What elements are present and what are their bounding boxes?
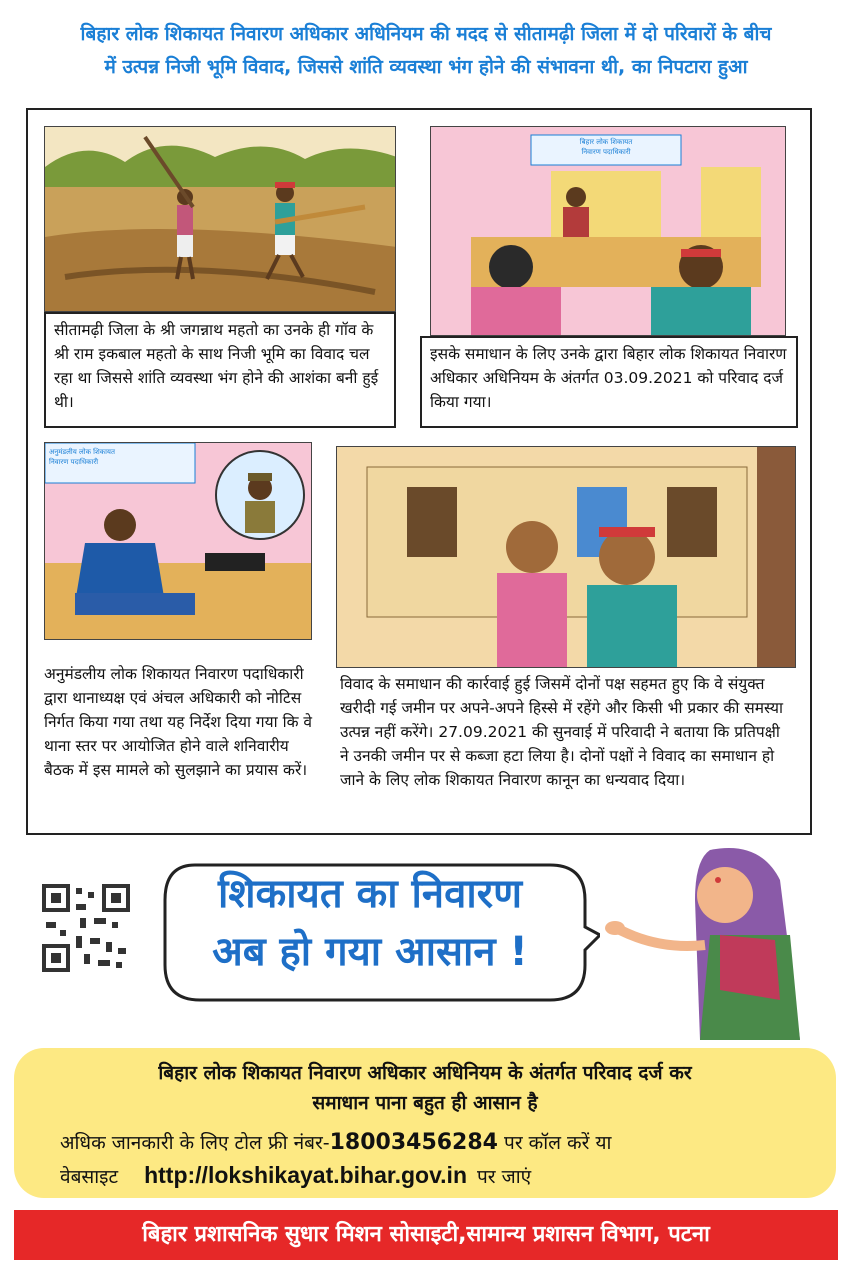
panel-3-office-sign: अनुमंडलीय लोक शिकायत निवारण पदाधिकारी — [49, 448, 115, 466]
web-prefix: वेबसाइट — [60, 1166, 119, 1188]
field-dispute-image — [45, 127, 396, 312]
qr-code-image — [40, 882, 132, 974]
panel-1-illustration — [44, 126, 396, 312]
info-heading — [14, 1058, 836, 1118]
panel-1-caption — [44, 312, 396, 428]
comic-strip — [26, 108, 812, 835]
footer-text: बिहार प्रशासनिक सुधार मिशन सोसाइटी,सामान्य प्रशासन विभाग, पटना — [142, 1222, 710, 1247]
footer-banner — [14, 1210, 838, 1260]
panel-2-caption — [420, 336, 798, 428]
headline-line-2: में उत्पन्न निजी भूमि विवाद, जिससे शांति व्यवस्था भंग होने की संभावना थी, का निपटारा हुआ — [104, 56, 748, 78]
reconciliation-image — [337, 447, 796, 668]
headline-line-1: बिहार लोक शिकायत निवारण अधिकार अधिनियम की मदद से सीतामढ़ी जिला में दो परिवारों के बीच — [80, 23, 772, 45]
panel-4-illustration — [336, 446, 796, 668]
panel-2-illustration — [430, 126, 786, 336]
phone-suffix: पर कॉल करें या — [497, 1132, 612, 1154]
qr-code[interactable] — [40, 882, 132, 974]
officer-phone-image — [45, 443, 312, 640]
panel-1-caption-text: सीतामढ़ी जिला के श्री जगन्नाथ महतो का उनके ही गॉव के श्री राम इकबाल महतो के साथ निजी भूमि का विवाद चल रहा था जिससे शांति व्यवस्था भंग होने की आशंका बनी हुई थी। — [54, 321, 379, 411]
info-heading-line-1: बिहार लोक शिकायत निवारण अधिकार अधिनियम के अंतर्गत परिवाद दर्ज कर — [158, 1062, 692, 1084]
info-heading-line-2: समाधान पाना बहुत ही आसान है — [312, 1092, 538, 1114]
phone-prefix: अधिक जानकारी के लिए टोल फ्री नंबर- — [60, 1132, 330, 1154]
panel-3-caption — [36, 658, 326, 828]
panel-3-caption-text: अनुमंडलीय लोक शिकायत निवारण पदाधिकारी द्वारा थानाध्यक्ष एवं अंचल अधिकारी को नोटिस निर्गत किया गया तथा यह निर्देश दिया गया कि वे थाना स्तर पर आयोजित होने वाले शनिवारीय बैठक में इस मामले को सुलझाने का प्रयास करें। — [44, 665, 313, 779]
panel-2-caption-text: इसके समाधान के लिए उनके द्वारा बिहार लोक शिकायत निवारण अधिकार अधिनियम के अंतर्गत 03.09.2021 को परिवाद दर्ज किया गया। — [430, 345, 787, 411]
web-suffix: पर जाएं — [477, 1166, 532, 1188]
panel-3-illustration — [44, 442, 312, 640]
toll-free-number[interactable]: 18003456284 — [329, 1130, 498, 1155]
info-website-line — [60, 1160, 820, 1192]
info-phone-line — [60, 1128, 820, 1158]
panel-2-office-sign: बिहार लोक शिकायत निवारण पदाधिकारी — [579, 138, 633, 156]
panel-4-caption — [332, 668, 798, 828]
bubble-line-2: अब हो गया आसान ! — [212, 929, 528, 975]
website-link[interactable]: http://lokshikayat.bihar.gov.in — [144, 1162, 467, 1188]
complaint-office-image — [431, 127, 786, 336]
woman-illustration — [600, 840, 815, 1045]
panel-4-caption-text: विवाद के समाधान की कार्रवाई हुई जिसमें दोनों पक्ष सहमत हुए कि वे संयुक्त खरीदी गई जमीन पर अपने-अपने हिस्से में रहेंगे और किसी भी प्रकार की समस्या उत्पन्न नहीं करेंगे। 27.09.2021 की सुनवाई में परिवादी ने बताया कि प्रतिपक्षी ने उनकी जमीन पर से कब्जा हटा लिया है। दोनों पक्षों ने विवाद का समाधान हो जाने के लिए लोक शिकायत निवारण कानून का धन्यवाद दिया। — [340, 675, 784, 789]
bubble-text — [175, 865, 565, 981]
page-headline — [20, 18, 832, 84]
bubble-line-1: शिकायत का निवारण — [217, 871, 522, 917]
